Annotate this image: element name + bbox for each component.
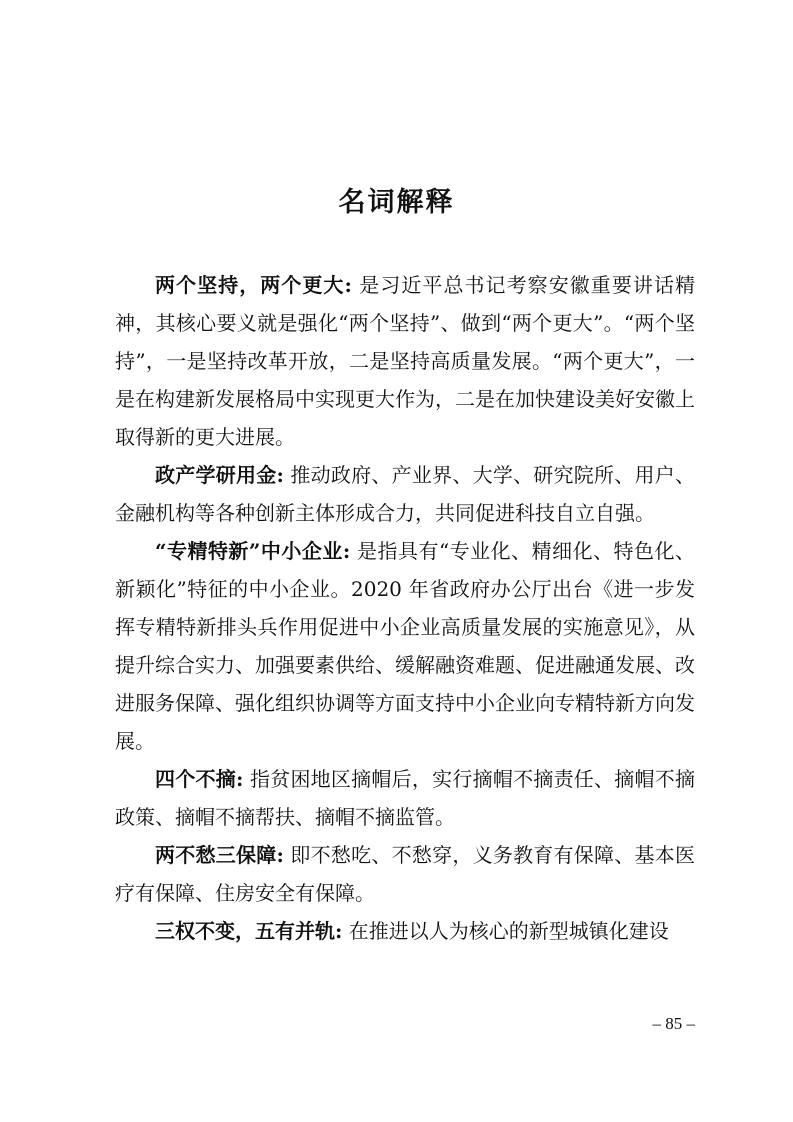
glossary-entry-three-rights-five-tracks xyxy=(115,912,695,950)
glossary-definition: 指贫困地区摘帽后，实行摘帽不摘责任、摘帽不摘政策、摘帽不摘帮扶、摘帽不摘监管。 xyxy=(115,767,696,829)
glossary-entry-two-worries-three-guarantees xyxy=(115,836,695,912)
glossary-term: “专精特新”中小企业: xyxy=(155,539,351,563)
glossary-entry-four-not-remove xyxy=(115,760,695,836)
glossary-term: 两不愁三保障: xyxy=(155,843,284,867)
glossary-term: 四个不摘: xyxy=(155,767,244,791)
glossary-definition: 是指具有“专业化、精细化、特色化、新颖化”特征的中小企业。2020 年省政府办公厅出台《进一步发挥专精特新排头兵作用促进中小企业高质量发展的实施意见》，从提升综合实力、加强要素供给、缓解融资难题、促进融通发展、改进服务保障、强化组织协调等方面支持中小企业向专精特新方向发展。 xyxy=(115,539,695,753)
glossary-definition: 在推进以人为核心的新型城镇化建设 xyxy=(342,919,669,943)
page-title: 名词解释 xyxy=(338,187,455,218)
page-number: – 85 – xyxy=(652,1014,695,1033)
glossary-entry-specialized-smes xyxy=(115,532,695,760)
glossary-entry-government-industry-university xyxy=(115,456,695,532)
glossary-body xyxy=(115,266,695,950)
glossary-term: 两个坚持，两个更大: xyxy=(155,273,352,297)
glossary-entry-two-adherences xyxy=(115,266,695,456)
glossary-definition: 推动政府、产业界、大学、研究院所、用户、金融机构等各种创新主体形成合力，共同促进科技自立自强。 xyxy=(115,463,695,525)
glossary-term: 政产学研用金: xyxy=(155,463,284,487)
glossary-term: 三权不变，五有并轨: xyxy=(155,919,343,943)
glossary-definition: 即不愁吃、不愁穿，义务教育有保障、基本医疗有保障、住房安全有保障。 xyxy=(115,843,695,905)
glossary-definition: 是习近平总书记考察安徽重要讲话精神，其核心要义就是强化“两个坚持”、做到“两个更大”。“两个坚持”，一是坚持改革开放，二是坚持高质量发展。“两个更大”，一是在构建新发展格局中实现更大作为，二是在加快建设美好安徽上取得新的更大进展。 xyxy=(115,273,696,449)
